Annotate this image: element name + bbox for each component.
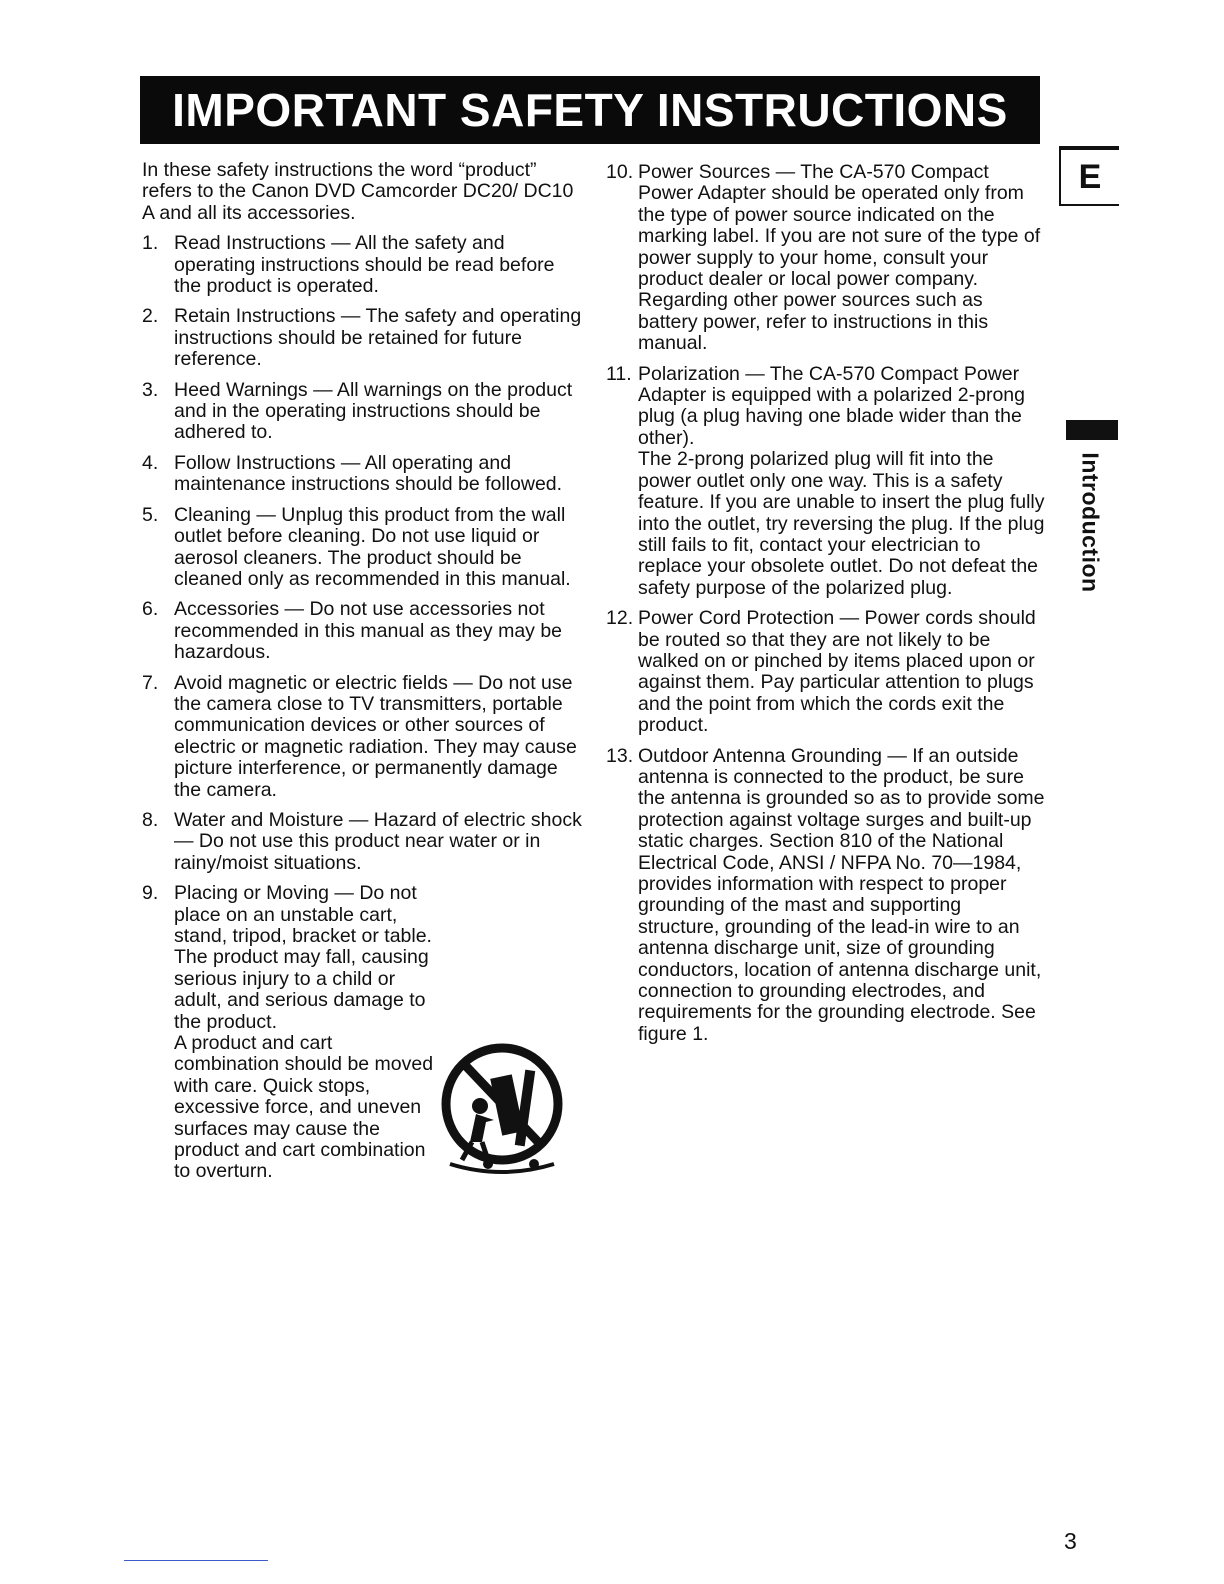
item-text: Outdoor Antenna Grounding — If an outside antenna is connected to the product, be sure the antenna is grounded so as to provide some protection against voltage surges and built-up static charges. Section 810 of the National Electrical Code, ANSI / NFPA No. 70—1984, provides information with respect to proper grounding of the mast and supporting structure, grounding of the lead-in wire to an antenna discharge unit, size of grounding conductors, location of antenna discharge unit, connection to grounding electrodes, and requirements for the grounding electrode. See figure 1. — [638, 744, 1045, 1045]
item-number: 11. — [606, 362, 632, 385]
item-text: Read Instructions — All the safety and operating instructions should be read before the product is operated. — [174, 232, 555, 298]
intro-paragraph: In these safety instructions the word “product” refers to the Canon DVD Camcorder DC20/ DC10 A and all its accessories. — [142, 159, 574, 224]
item-text: Water and Moisture — Hazard of electric shock — Do not use this product near water or in rainy/moist situations. — [174, 808, 582, 874]
instruction-item-7 — [142, 673, 582, 801]
item-number: 3. — [142, 378, 159, 401]
item-number: 9. — [142, 882, 159, 905]
item-text: Cleaning — Unplug this product from the wall outlet before cleaning. Do not use liquid or aerosol cleaners. The product should be cleaned only as recommended in this manual. — [174, 503, 571, 590]
instruction-item-2 — [142, 306, 582, 370]
language-tab: E — [1059, 148, 1119, 206]
item-number: 6. — [142, 598, 159, 621]
page-title: IMPORTANT SAFETY INSTRUCTIONS — [140, 76, 1040, 144]
section-label-text: Introduction — [1077, 451, 1104, 593]
instruction-item-4 — [142, 453, 582, 496]
item-text: Follow Instructions — All operating and maintenance instructions should be followed. — [174, 451, 563, 496]
instruction-item-3 — [142, 380, 582, 444]
section-marker — [1066, 420, 1118, 440]
item-text: Accessories — Do not use accessories not recommended in this manual as they may be hazardous. — [174, 598, 563, 664]
item-number: 13. — [606, 744, 634, 767]
instruction-item-1 — [142, 233, 582, 297]
instruction-item-8 — [142, 810, 582, 874]
item-text: Heed Warnings — All warnings on the product and in the operating instructions should be adhered to. — [174, 378, 573, 444]
footer-rule — [124, 1560, 268, 1561]
page-number: 3 — [1064, 1528, 1077, 1554]
left-column — [142, 160, 582, 1192]
item-text: Polarization — The CA-570 Compact Power Adapter is equipped with a polarized 2-prong plug (a plug having one blade wider than the other). The 2-prong polarized plug will fit into the power outlet only one way. This is a safety feature. If you are unable to insert the plug fully into the outlet, try reversing the plug. If the plug still fails to fit, contact your electrician to replace your obsolete outlet. Do not defeat the safety purpose of the polarized plug. — [638, 362, 1045, 599]
item-number: 4. — [142, 451, 159, 474]
right-column — [606, 162, 1046, 1054]
instruction-item-6 — [142, 599, 582, 663]
item-text: Power Sources — The CA-570 Compact Power Adapter should be operated only from the type of power source indicated on the marking label. If you are not sure of the type of power supply to your home, consult your product dealer or local power company. Regarding other power sources such as battery power, refer to instructions in this manual. — [638, 161, 1041, 355]
item-number: 2. — [142, 305, 159, 328]
cart-tip-over-warning-icon — [436, 1042, 566, 1182]
instruction-item-11 — [606, 364, 1046, 599]
item-number: 7. — [142, 671, 159, 694]
instruction-item-13 — [606, 746, 1046, 1046]
item-text: Power Cord Protection — Power cords should be routed so that they are not likely to be walked on or pinched by items placed upon or against them. Pay particular attention to plugs and the point from which the cords exit the product. — [638, 607, 1036, 737]
item-text: Retain Instructions — The safety and operating instructions should be retained for future reference. — [174, 305, 582, 371]
section-label — [1030, 452, 1150, 592]
instruction-item-5 — [142, 505, 582, 591]
item-number: 1. — [142, 232, 159, 255]
item-number: 12. — [606, 607, 634, 630]
item-number: 5. — [142, 503, 159, 526]
instruction-item-10 — [606, 162, 1046, 355]
item-text: Placing or Moving — Do not place on an unstable cart, stand, tripod, bracket or table. The product may fall, causing serious injury to a child or adult, and serious damage to the product. A product and cart combination should be moved with care. Quick stops, excessive force, and uneven surfaces may cause the product and cart combination to overturn. — [174, 882, 434, 1183]
item-text: Avoid magnetic or electric fields — Do not use the camera close to TV transmitters, portable communication devices or other sources of electric or magnetic radiation. They may cause picture interference, or permanently damage the camera. — [174, 671, 577, 801]
instruction-item-12 — [606, 608, 1046, 736]
item-number: 10. — [606, 161, 634, 183]
item-number: 8. — [142, 808, 159, 831]
